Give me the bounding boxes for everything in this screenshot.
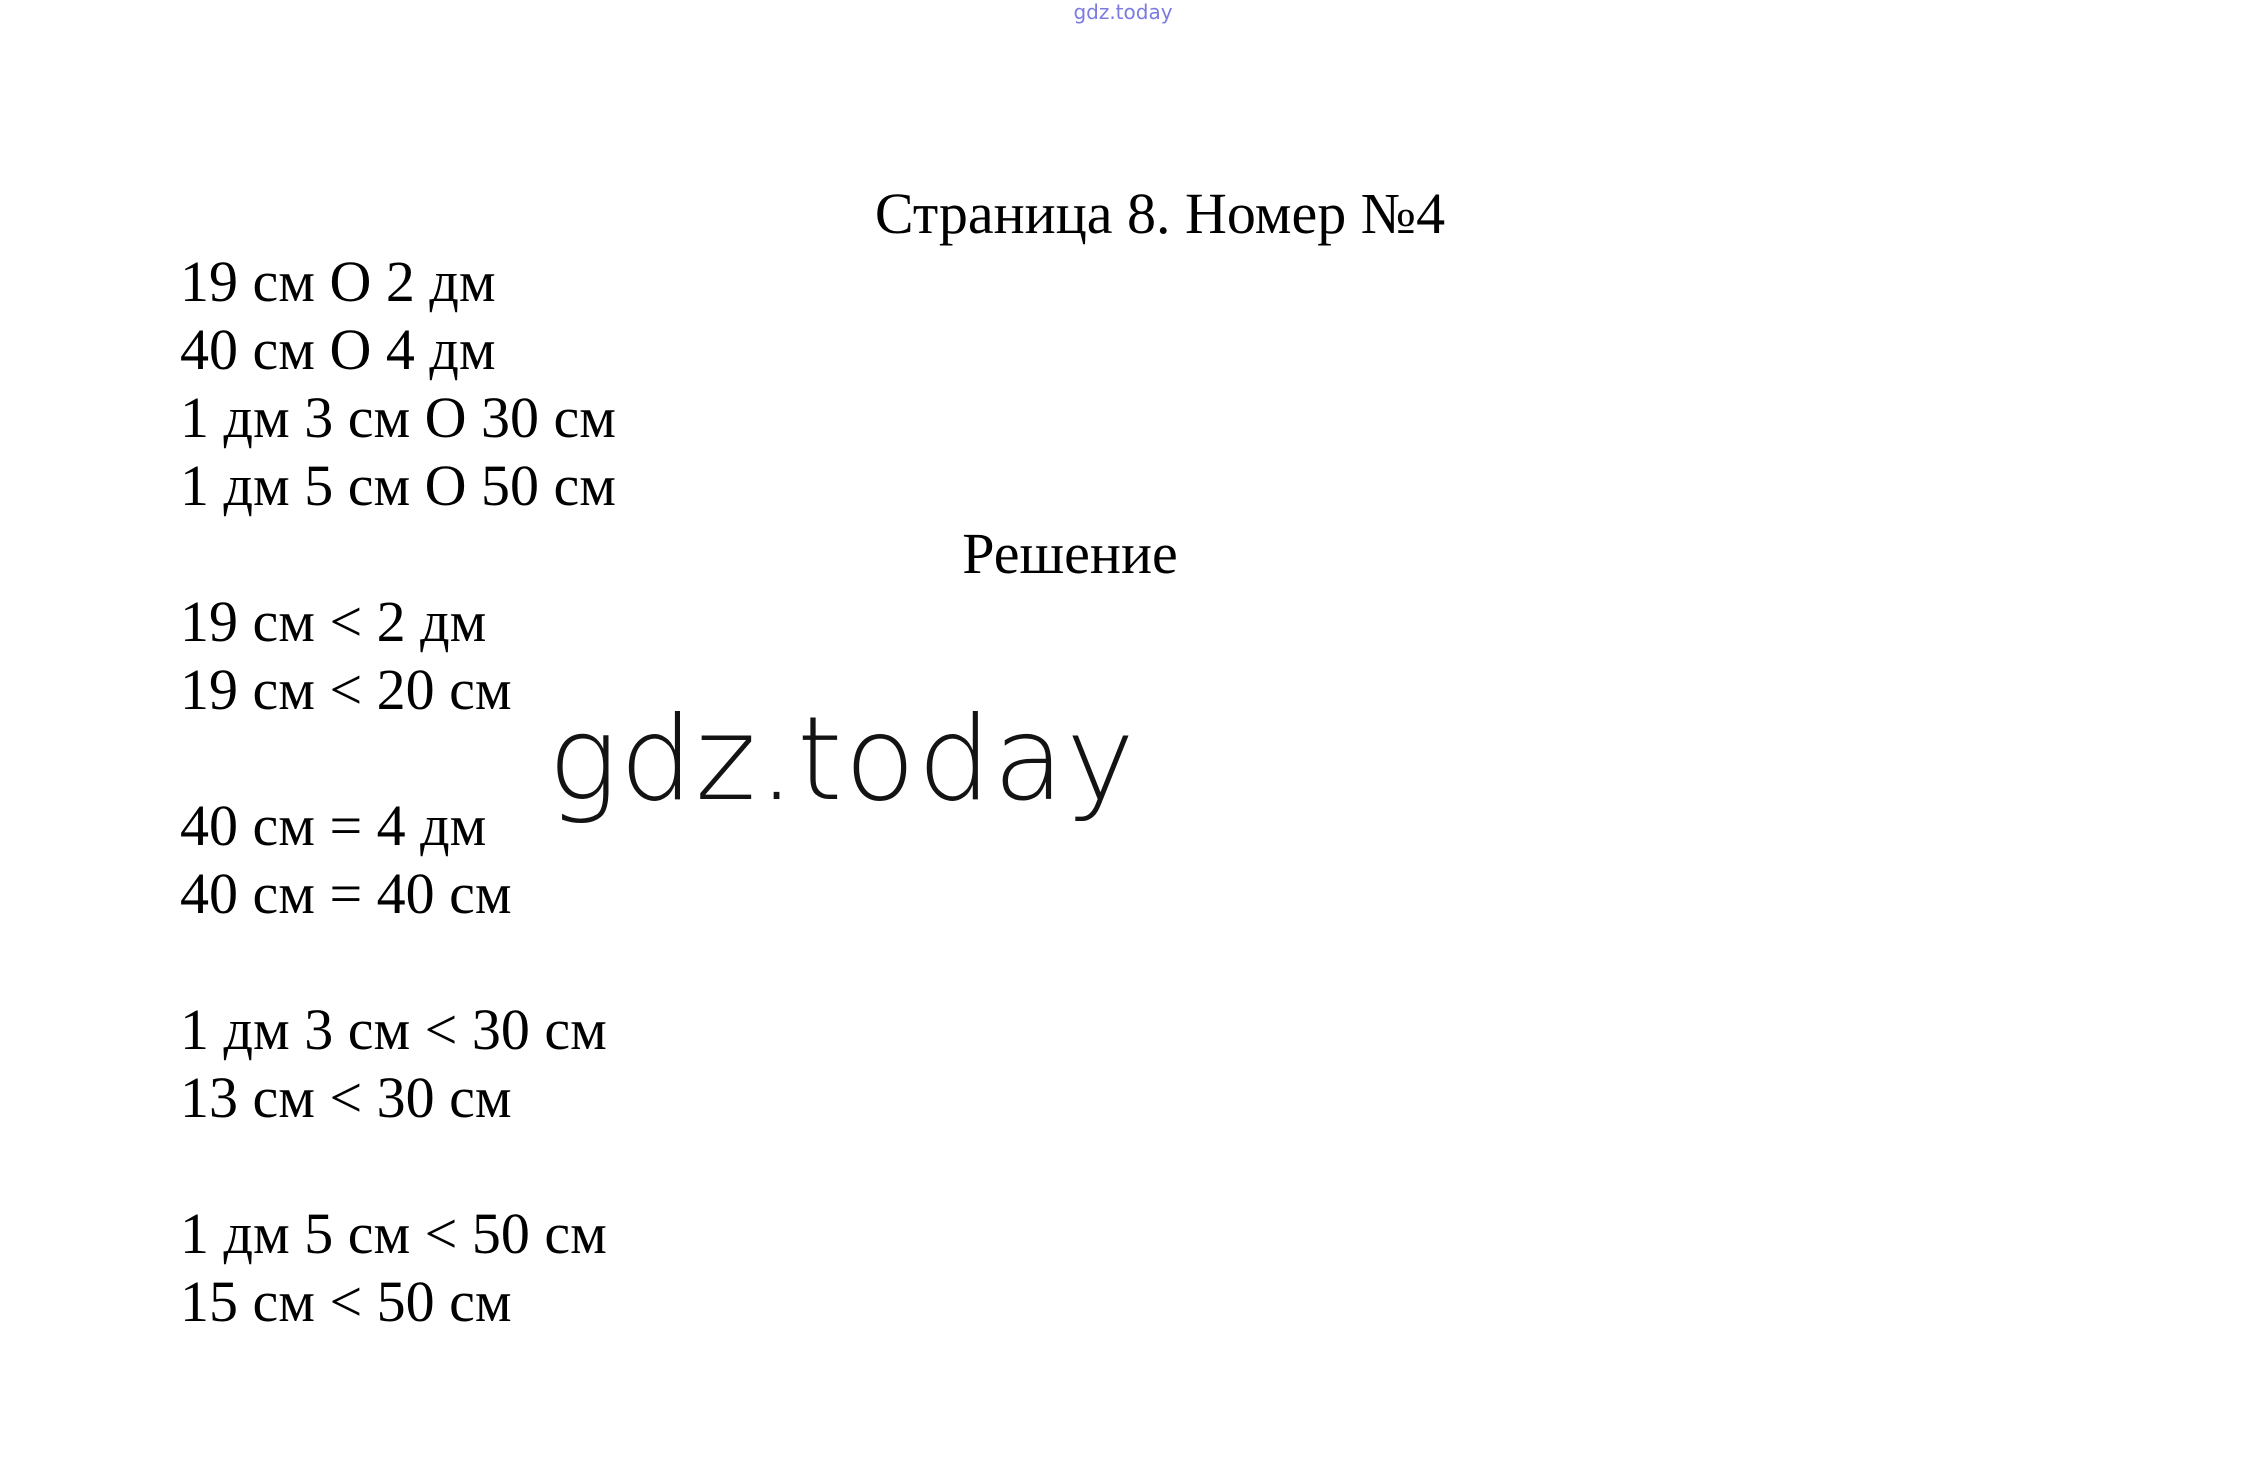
group-spacer: [180, 928, 1980, 996]
solution-line: 1 дм 3 см < 30 см: [180, 997, 607, 1062]
task-block: [180, 248, 1980, 520]
solution-line: 19 см < 20 см: [180, 657, 512, 722]
task-line: 40 см O 4 дм: [180, 317, 496, 382]
top-watermark: gdz.today: [1073, 0, 1173, 24]
group-spacer: [180, 1132, 1980, 1200]
solution-line: 40 см = 40 см: [180, 861, 512, 926]
solution-line: 15 см < 50 см: [180, 1269, 512, 1334]
task-line: 1 дм 3 см O 30 см: [180, 385, 616, 450]
solution-line: 40 см = 4 дм: [180, 793, 487, 858]
page-title: Страница 8. Номер №4: [874, 181, 1446, 246]
solution-group: [180, 1200, 1980, 1336]
task-line: 1 дм 5 см O 50 см: [180, 453, 616, 518]
task-line: 19 см O 2 дм: [180, 249, 496, 314]
solution-line: 19 см < 2 дм: [180, 589, 487, 654]
solution-line: 1 дм 5 см < 50 см: [180, 1201, 607, 1266]
watermark-logo: gdz.today: [548, 692, 1137, 827]
solution-heading: Решение: [962, 521, 1178, 586]
solution-line: 13 см < 30 см: [180, 1065, 512, 1130]
solution-group: [180, 996, 1980, 1132]
